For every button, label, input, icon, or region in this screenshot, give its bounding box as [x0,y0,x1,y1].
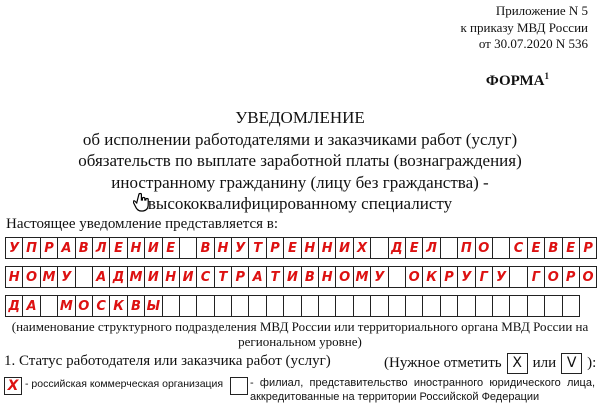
grid-cell[interactable]: Н [318,266,336,288]
grid-cell[interactable]: Т [266,266,284,288]
grid-cell[interactable]: Е [109,237,127,259]
grid-cell[interactable]: Т [248,237,266,259]
grid-cell[interactable] [405,295,423,317]
grid-cell[interactable]: И [283,266,301,288]
intro-text: Настоящее уведомление представляется в: [6,216,279,232]
grid-cell[interactable]: Р [266,237,284,259]
grid-cell[interactable]: Д [109,266,127,288]
grid-cell[interactable]: С [509,237,527,259]
grid-cell[interactable]: И [144,266,162,288]
form-label-text: ФОРМА [485,73,545,89]
grid-cell[interactable]: Е [527,237,545,259]
title-line-1: УВЕДОМЛЕНИЕ [235,108,365,127]
grid-cell[interactable]: О [544,266,562,288]
grid-cell[interactable] [75,266,93,288]
grid-cell[interactable]: М [127,266,145,288]
appendix-line-2: к приказу МВД России [460,19,588,35]
grid-cell[interactable]: Р [562,266,580,288]
appendix-line-3: от 30.07.2020 N 536 [478,36,588,51]
grid-cell[interactable]: Н [301,237,319,259]
grid-cell[interactable] [422,295,440,317]
grid-cell[interactable]: П [22,237,40,259]
grid-cell[interactable] [492,295,510,317]
grid-cell[interactable]: Н [5,266,23,288]
grid-cell[interactable] [335,295,353,317]
grid-cell[interactable]: И [335,237,353,259]
grid-cell[interactable] [457,295,475,317]
grid-cell[interactable] [527,295,545,317]
grid-cell[interactable] [283,295,301,317]
grid-cell[interactable]: О [475,237,493,259]
grid-cell[interactable] [231,295,249,317]
grid-cell[interactable]: А [22,295,40,317]
grid-cell[interactable]: У [5,237,23,259]
grid-cell[interactable]: Л [92,237,110,259]
mark-hint [384,353,596,374]
grid-cell[interactable] [440,295,458,317]
title-line-5: высококвалифицированному специалисту [147,194,453,213]
hand-cursor-icon [133,192,151,212]
grid-cell[interactable]: Е [405,237,423,259]
grid-row-1 [5,237,596,259]
grid-cell[interactable] [509,266,527,288]
grid-cell[interactable] [179,295,197,317]
grid-note: (наименование структурного подразделения МВД России или территориального органа МВД России на региональном уровне) [11,319,589,349]
grid-cell[interactable]: А [57,237,75,259]
grid-cell[interactable] [544,295,562,317]
grid-cell[interactable] [509,295,527,317]
grid-cell[interactable]: У [370,266,388,288]
grid-cell[interactable] [370,237,388,259]
grid-cell[interactable]: У [57,266,75,288]
grid-cell[interactable]: Р [440,266,458,288]
grid-cell[interactable]: В [196,237,214,259]
grid-cell[interactable]: О [579,266,597,288]
grid-cell[interactable]: Н [127,237,145,259]
mark-hint-prefix: (Нужное отметить [384,355,502,371]
grid-cell[interactable]: Р [40,237,58,259]
mark-hint-or: или [532,355,557,371]
grid-cell[interactable]: Е [562,237,580,259]
grid-cell[interactable]: П [457,237,475,259]
grid-cell[interactable] [248,295,266,317]
form-label [486,71,549,90]
grid-cell[interactable]: В [75,237,93,259]
appendix-line-1: Приложение N 5 [495,3,588,18]
grid-cell[interactable]: Г [475,266,493,288]
title-line-2: об исполнении работодателями и заказчиками работ (услуг) [82,129,518,149]
grid-cell[interactable]: М [40,266,58,288]
document-title [0,107,600,215]
grid-cell[interactable]: С [92,295,110,317]
grid-cell[interactable]: У [492,266,510,288]
grid-cell[interactable]: Е [283,237,301,259]
grid-cell[interactable] [40,295,58,317]
grid-cell[interactable]: Х [353,237,371,259]
grid-cell[interactable]: Н [162,266,180,288]
grid-cell[interactable]: В [301,266,319,288]
option-commercial-label: - российская коммерческая организация [25,378,224,390]
mark-hint-v-box: V [561,353,582,374]
grid-cell[interactable] [388,295,406,317]
mark-hint-x-box: X [507,353,528,374]
grid-cell[interactable] [492,237,510,259]
status-label: 1. Статус работодателя или заказчика работ (услуг) [4,353,331,369]
grid-row-3 [5,295,579,317]
grid-cell[interactable] [196,295,214,317]
grid-cell[interactable]: Т [214,266,232,288]
grid-cell[interactable]: Ы [144,295,162,317]
grid-cell[interactable]: Р [579,237,597,259]
grid-cell[interactable] [388,266,406,288]
grid-cell[interactable]: Е [162,237,180,259]
grid-cell[interactable]: О [22,266,40,288]
grid-cell[interactable]: О [405,266,423,288]
grid-cell[interactable] [266,295,284,317]
grid-cell[interactable]: К [422,266,440,288]
grid-cell[interactable] [562,295,580,317]
grid-cell[interactable]: Л [422,237,440,259]
grid-cell[interactable]: О [75,295,93,317]
form-footnote-mark: 1 [544,71,549,81]
grid-cell[interactable] [475,295,493,317]
grid-cell[interactable]: Н [214,237,232,259]
grid-cell[interactable]: М [353,266,371,288]
grid-cell[interactable] [353,295,371,317]
grid-cell[interactable] [318,295,336,317]
grid-cell[interactable]: С [196,266,214,288]
grid-cell[interactable] [179,237,197,259]
grid-cell[interactable]: В [127,295,145,317]
grid-cell[interactable] [214,295,232,317]
grid-cell[interactable] [301,295,319,317]
appendix-block [460,3,588,53]
grid-cell[interactable]: М [57,295,75,317]
grid-row-2 [5,266,596,288]
grid-cell[interactable]: К [109,295,127,317]
grid-cell[interactable]: Д [5,295,23,317]
option-branch-label: - филиал, представительство иностранного юридического лица, аккредитованные на территории Российской Федерации [250,377,595,403]
option-branch-checkbox[interactable] [230,377,248,395]
mark-hint-suffix: ): [587,355,597,371]
grid-cell[interactable]: А [92,266,110,288]
grid-cell[interactable]: И [144,237,162,259]
grid-cell[interactable]: У [457,266,475,288]
grid-cell[interactable]: Н [318,237,336,259]
grid-cell[interactable] [370,295,388,317]
title-line-3: обязательств по выплате заработной платы (вознаграждения) [78,151,522,170]
grid-cell[interactable]: И [179,266,197,288]
grid-cell[interactable] [440,237,458,259]
grid-cell[interactable]: О [335,266,353,288]
grid-cell[interactable]: В [544,237,562,259]
title-line-4: иностранному гражданину (лицу без гражданства) - [111,172,489,192]
grid-cell[interactable] [162,295,180,317]
grid-cell[interactable]: У [231,237,249,259]
grid-cell[interactable]: Г [527,266,545,288]
option-commercial-checkbox[interactable]: X [4,377,22,395]
grid-cell[interactable]: А [248,266,266,288]
grid-cell[interactable]: Д [388,237,406,259]
grid-cell[interactable]: Р [231,266,249,288]
